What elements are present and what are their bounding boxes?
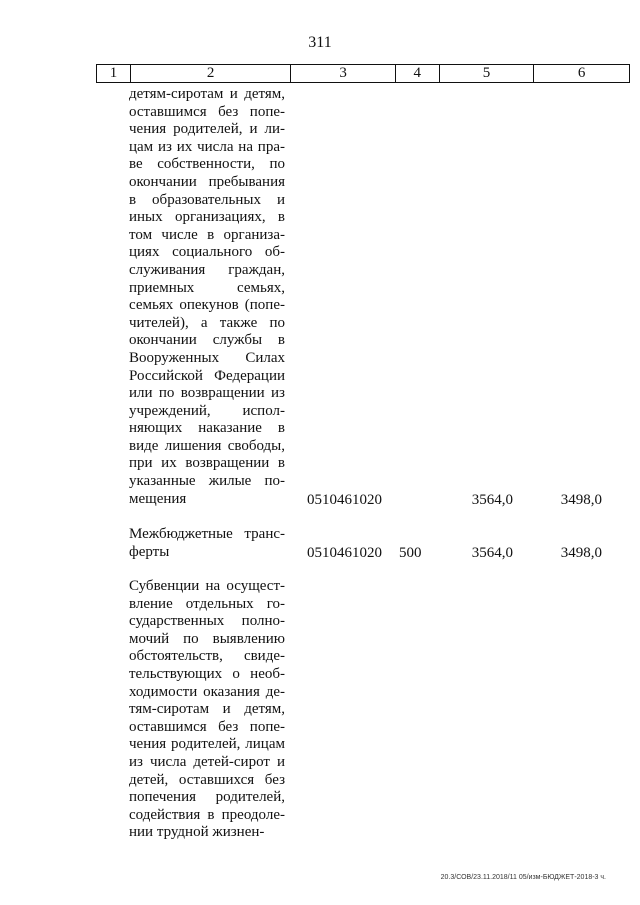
text-line: том числе в организа- (129, 226, 285, 243)
row2-expense-type: 500 (399, 545, 422, 561)
text-line: детям-сиротам и детям, (129, 86, 285, 102)
text-line: попечения родителей, (129, 789, 285, 806)
text-line: нии трудной жизнен- (129, 824, 265, 841)
row-description-continued (129, 86, 285, 508)
header-col-3: 3 (291, 65, 396, 82)
text-line: содействия в преодоле- (129, 806, 285, 823)
header-col-2: 2 (131, 65, 291, 82)
text-line: из числа детей-сирот и (129, 753, 285, 770)
row1-sum-col6: 3498,0 (560, 492, 602, 508)
text-line: оставшимся без попе- (129, 103, 285, 120)
text-line: Вооруженных Силах (129, 349, 285, 366)
text-line: чения родителей, лицам (129, 736, 285, 753)
row2-sum-col6: 3498,0 (560, 545, 602, 561)
row2-target-code: 0510461020 (307, 545, 382, 561)
text-line: служивания граждан, (129, 261, 285, 278)
row2-sum-col5: 3564,0 (471, 545, 513, 561)
text-line: детей, оставшихся без (129, 771, 285, 788)
header-col-4: 4 (396, 65, 440, 82)
document-footer-code: 20.3/СОВ/23.11.2018/11 05/изм-БЮДЖЕТ-2018-3 ч. (440, 874, 606, 881)
text-line: Межбюджетные транс- (129, 526, 285, 542)
header-col-6: 6 (577, 65, 586, 81)
text-line: виде лишения свободы, (129, 437, 285, 454)
text-line: ходимости оказания де- (129, 683, 285, 700)
page-number: 311 (308, 34, 332, 51)
text-line: циях социального об- (129, 244, 285, 261)
text-line: ферты (129, 543, 170, 560)
text-line: Российской Федерации (129, 367, 285, 384)
text-line: ве собственности, по (129, 156, 285, 173)
row1-target-code: 0510461020 (307, 492, 382, 508)
text-line: оставшимся без попе- (129, 718, 285, 735)
text-line: или по возвращении из (129, 385, 285, 402)
text-line: учреждений, испол- (129, 402, 285, 419)
text-line: окончании пребывания (129, 173, 285, 190)
text-line: чителей), а также по (129, 314, 285, 331)
text-line: Субвенции на осущест- (129, 578, 285, 594)
text-line: приемных семьях, (129, 279, 285, 296)
text-line: тельствующих о необ- (129, 665, 285, 682)
text-line: тям-сиротам и детям, (129, 701, 285, 718)
row-description-transfers (129, 526, 285, 561)
text-line: мещения (129, 490, 187, 507)
text-line: семьях опекунов (попе- (129, 297, 285, 314)
text-line: вление отдельных го- (129, 595, 285, 612)
table-header-row (96, 64, 630, 83)
text-line: цам из их числа на пра- (129, 138, 285, 155)
text-line: окончании службы в (129, 332, 285, 349)
text-line: в образовательных и (129, 191, 285, 208)
row1-sum-col5: 3564,0 (471, 492, 513, 508)
text-line: няющих наказание в (129, 420, 285, 437)
text-line: чения родителей, и ли- (129, 121, 285, 138)
header-col-1: 1 (97, 65, 131, 82)
text-line: сударственных полно- (129, 613, 285, 630)
text-line: при их возвращении в (129, 455, 285, 472)
text-line: обстоятельств, свиде- (129, 648, 285, 665)
text-line: указанные жилые по- (129, 473, 285, 490)
text-line: иных организациях, в (129, 209, 285, 226)
row-description-subventions (129, 578, 285, 842)
header-col-5: 5 (440, 65, 535, 82)
text-line: мочий по выявлению (129, 630, 285, 647)
